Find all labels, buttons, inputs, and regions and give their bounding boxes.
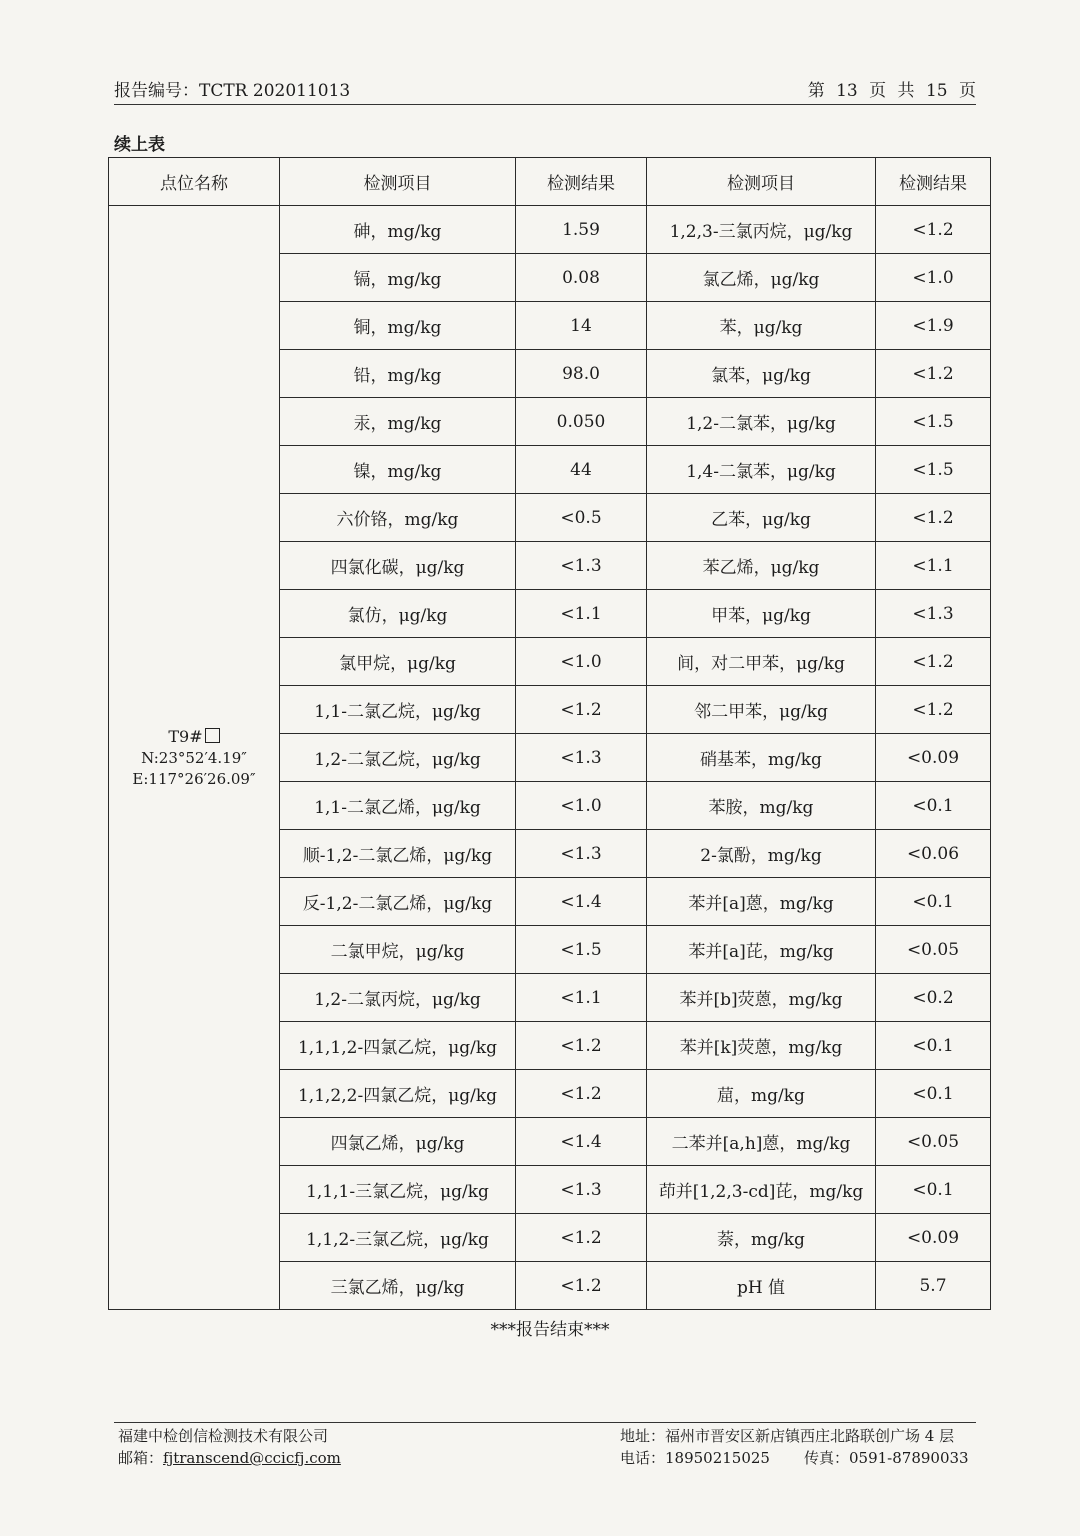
item-2-cell: 间，对二甲苯，μg/kg (647, 638, 876, 686)
item-2-cell: 茚并[1,2,3-cd]芘，mg/kg (647, 1166, 876, 1214)
result-1-cell: <1.2 (516, 1070, 647, 1118)
site-longitude: E:117°26′26.09″ (132, 769, 256, 788)
result-2-cell: <0.06 (876, 830, 991, 878)
company-address: 地址：福州市晋安区新店镇西庄北路联创广场 4 层 (620, 1427, 955, 1445)
result-1-cell: 98.0 (516, 350, 647, 398)
item-1-cell: 铜，mg/kg (280, 302, 516, 350)
item-1-cell: 顺-1,2-二氯乙烯，μg/kg (280, 830, 516, 878)
result-1-cell: <1.1 (516, 974, 647, 1022)
item-1-cell: 四氯化碳，μg/kg (280, 542, 516, 590)
item-2-cell: 硝基苯，mg/kg (647, 734, 876, 782)
item-1-cell: 1,1,2-三氯乙烷，μg/kg (280, 1214, 516, 1262)
company-name: 福建中检创信检测技术有限公司 (118, 1427, 329, 1445)
result-2-cell: <0.1 (876, 1166, 991, 1214)
table-body (109, 206, 991, 1310)
footer-left (118, 1425, 341, 1469)
result-2-cell: <0.09 (876, 734, 991, 782)
item-1-cell: 三氯乙烯，μg/kg (280, 1262, 516, 1310)
item-2-cell: 氯苯，μg/kg (647, 350, 876, 398)
result-1-cell: <1.2 (516, 1022, 647, 1070)
result-1-cell: <1.4 (516, 878, 647, 926)
item-2-cell: 苯乙烯，μg/kg (647, 542, 876, 590)
report-number: 报告编号：TCTR 202011013 (114, 81, 351, 101)
phone-number: 电话：18950215025 (620, 1449, 770, 1467)
item-2-cell: 氯乙烯，μg/kg (647, 254, 876, 302)
item-1-cell: 镍，mg/kg (280, 446, 516, 494)
result-2-cell: <1.2 (876, 494, 991, 542)
item-1-cell: 二氯甲烷，μg/kg (280, 926, 516, 974)
item-2-cell: 苯，μg/kg (647, 302, 876, 350)
report-end-mark: ***报告结束*** (490, 1320, 610, 1340)
item-1-cell: 1,2-二氯丙烷，μg/kg (280, 974, 516, 1022)
result-2-cell: <1.9 (876, 302, 991, 350)
item-2-cell: 乙苯，μg/kg (647, 494, 876, 542)
result-1-cell: <1.3 (516, 734, 647, 782)
result-1-cell: <1.1 (516, 590, 647, 638)
result-1-cell: <1.3 (516, 1166, 647, 1214)
result-1-cell: <1.0 (516, 638, 647, 686)
site-name: T9# (168, 726, 203, 746)
item-1-cell: 四氯乙烯，μg/kg (280, 1118, 516, 1166)
item-2-cell: 甲苯，μg/kg (647, 590, 876, 638)
result-2-cell: <1.5 (876, 398, 991, 446)
result-2-cell: <0.1 (876, 782, 991, 830)
result-1-cell: <1.3 (516, 542, 647, 590)
item-1-cell: 氯甲烷，μg/kg (280, 638, 516, 686)
item-1-cell: 氯仿，μg/kg (280, 590, 516, 638)
result-1-cell: <1.4 (516, 1118, 647, 1166)
item-1-cell: 汞，mg/kg (280, 398, 516, 446)
item-1-cell: 铅，mg/kg (280, 350, 516, 398)
page-footer (114, 1422, 976, 1467)
item-2-cell: 邻二甲苯，μg/kg (647, 686, 876, 734)
result-2-cell: <1.2 (876, 206, 991, 254)
header-result-1: 检测结果 (516, 158, 647, 206)
result-2-cell: <0.09 (876, 1214, 991, 1262)
footer-right (620, 1425, 969, 1469)
result-2-cell: <0.2 (876, 974, 991, 1022)
item-2-cell: 苯胺，mg/kg (647, 782, 876, 830)
site-latitude: N:23°52′4.19″ (141, 748, 247, 767)
result-2-cell: <0.1 (876, 1022, 991, 1070)
item-1-cell: 砷，mg/kg (280, 206, 516, 254)
result-1-cell: 0.08 (516, 254, 647, 302)
result-1-cell: <1.3 (516, 830, 647, 878)
item-2-cell: 苯并[k]荧蒽，mg/kg (647, 1022, 876, 1070)
result-2-cell: <0.05 (876, 926, 991, 974)
header-item-1: 检测项目 (280, 158, 516, 206)
fax-number: 传真：0591-87890033 (803, 1449, 969, 1467)
item-1-cell: 1,1,1,2-四氯乙烷，μg/kg (280, 1022, 516, 1070)
result-2-cell: <0.05 (876, 1118, 991, 1166)
result-1-cell: <1.2 (516, 1214, 647, 1262)
table-row (109, 206, 991, 254)
item-2-cell: 1,2,3-三氯丙烷，μg/kg (647, 206, 876, 254)
item-1-cell: 1,1-二氯乙烯，μg/kg (280, 782, 516, 830)
item-2-cell: 苯并[a]芘，mg/kg (647, 926, 876, 974)
item-1-cell: 反-1,2-二氯乙烯，μg/kg (280, 878, 516, 926)
result-2-cell: <1.1 (876, 542, 991, 590)
page-number: 第 13 页 共 15 页 (807, 81, 976, 101)
result-2-cell: <1.3 (876, 590, 991, 638)
result-1-cell: <1.5 (516, 926, 647, 974)
result-1-cell: 44 (516, 446, 647, 494)
phone-fax-line (620, 1447, 969, 1469)
result-1-cell: 1.59 (516, 206, 647, 254)
result-1-cell: <0.5 (516, 494, 647, 542)
item-1-cell: 镉，mg/kg (280, 254, 516, 302)
result-2-cell: <1.2 (876, 638, 991, 686)
checkbox-icon (205, 728, 220, 743)
result-2-cell: <1.5 (876, 446, 991, 494)
result-2-cell: <1.0 (876, 254, 991, 302)
result-2-cell: <1.2 (876, 686, 991, 734)
item-1-cell: 1,1,2,2-四氯乙烷，μg/kg (280, 1070, 516, 1118)
result-2-cell: <1.2 (876, 350, 991, 398)
continued-label: 续上表 (114, 135, 165, 155)
site-cell (109, 206, 280, 1310)
result-1-cell: 0.050 (516, 398, 647, 446)
email-label: 邮箱： (118, 1449, 164, 1467)
result-1-cell: <1.0 (516, 782, 647, 830)
result-2-cell: <0.1 (876, 878, 991, 926)
item-2-cell: 1,2-二氯苯，μg/kg (647, 398, 876, 446)
result-2-cell: 5.7 (876, 1262, 991, 1310)
page-header (114, 74, 976, 105)
item-1-cell: 1,1,1-三氯乙烷，μg/kg (280, 1166, 516, 1214)
item-2-cell: 二苯并[a,h]蒽，mg/kg (647, 1118, 876, 1166)
header-site: 点位名称 (109, 158, 280, 206)
result-1-cell: 14 (516, 302, 647, 350)
result-1-cell: <1.2 (516, 686, 647, 734)
item-2-cell: 苯并[b]荧蒽，mg/kg (647, 974, 876, 1022)
header-result-2: 检测结果 (876, 158, 991, 206)
item-2-cell: 苯并[a]蒽，mg/kg (647, 878, 876, 926)
item-1-cell: 六价铬，mg/kg (280, 494, 516, 542)
result-2-cell: <0.1 (876, 1070, 991, 1118)
result-1-cell: <1.2 (516, 1262, 647, 1310)
email-address: fjtranscend@ccicfj.com (163, 1449, 341, 1467)
item-1-cell: 1,2-二氯乙烷，μg/kg (280, 734, 516, 782)
item-1-cell: 1,1-二氯乙烷，μg/kg (280, 686, 516, 734)
table-header-row (109, 158, 991, 206)
item-2-cell: 2-氯酚，mg/kg (647, 830, 876, 878)
item-2-cell: 萘，mg/kg (647, 1214, 876, 1262)
email-line (118, 1447, 341, 1469)
item-2-cell: 1,4-二氯苯，μg/kg (647, 446, 876, 494)
header-item-2: 检测项目 (647, 158, 876, 206)
item-2-cell: pH 值 (647, 1262, 876, 1310)
results-table (108, 157, 991, 1310)
item-2-cell: 䓛，mg/kg (647, 1070, 876, 1118)
